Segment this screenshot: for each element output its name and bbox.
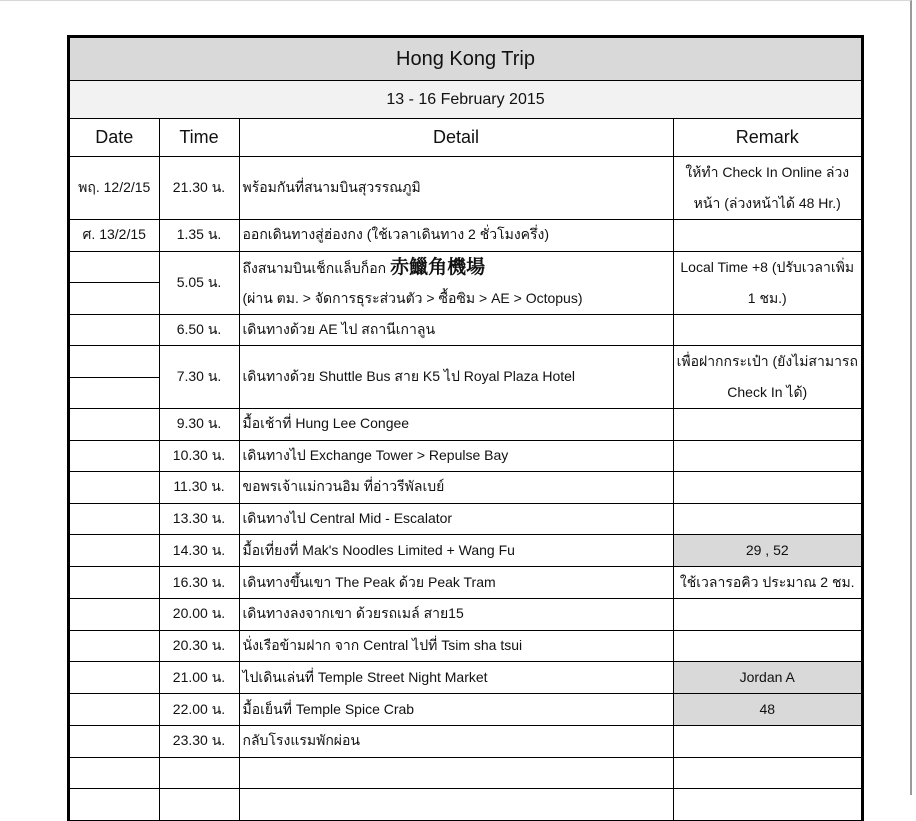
column-header-date: Date bbox=[70, 119, 159, 157]
empty-cell bbox=[673, 757, 861, 789]
empty-cell bbox=[239, 789, 673, 821]
row-detail: เดินทางด้วย Shuttle Bus สาย K5 ไป Royal Plaza Hotel bbox=[239, 346, 673, 409]
row-detail: มื้อเย็นที่ Temple Spice Crab bbox=[239, 694, 673, 726]
row-date bbox=[70, 472, 159, 504]
row-time: 20.30 น. bbox=[159, 630, 239, 662]
sheet-title: Hong Kong Trip bbox=[70, 38, 861, 81]
table-row bbox=[70, 535, 861, 567]
row-date: พฤ. 12/2/15 bbox=[70, 157, 159, 220]
column-header-remark: Remark bbox=[673, 119, 861, 157]
row-detail: มื้อเที่ยงที่ Mak's Noodles Limited + Wang Fu bbox=[239, 535, 673, 567]
row-remark bbox=[673, 440, 861, 472]
row-detail: ออกเดินทางสู่ฮ่องกง (ใช้เวลาเดินทาง 2 ชั่วโมงครึ่ง) bbox=[239, 220, 673, 252]
row-remark: 48 bbox=[673, 694, 861, 726]
row-remark bbox=[673, 409, 861, 441]
row-detail: เดินทางไป Central Mid - Escalator bbox=[239, 503, 673, 535]
row-detail: ไปเดินเล่นที่ Temple Street Night Market bbox=[239, 662, 673, 694]
row-remark: เพื่อฝากกระเป๋า (ยังไม่สามารถ Check In ได้) bbox=[673, 346, 861, 409]
row-time: 21.00 น. bbox=[159, 662, 239, 694]
row-remark: Jordan A bbox=[673, 662, 861, 694]
row-detail: นั่งเรือข้ามฝาก จาก Central ไปที่ Tsim sha tsui bbox=[239, 630, 673, 662]
table-row bbox=[70, 220, 861, 252]
empty-cell bbox=[239, 757, 673, 789]
row-time: 6.50 น. bbox=[159, 314, 239, 346]
row-time: 23.30 น. bbox=[159, 726, 239, 758]
row-time: 9.30 น. bbox=[159, 409, 239, 441]
row-detail bbox=[239, 251, 673, 314]
row-remark bbox=[673, 599, 861, 631]
row-detail: เดินทางไป Exchange Tower > Repulse Bay bbox=[239, 440, 673, 472]
table-row bbox=[70, 472, 861, 504]
row-time: 21.30 น. bbox=[159, 157, 239, 220]
table-row bbox=[70, 440, 861, 472]
row-date bbox=[70, 314, 159, 346]
row-date bbox=[70, 630, 159, 662]
itinerary-sheet bbox=[67, 35, 864, 821]
row-detail: เดินทางขึ้นเขา The Peak ด้วย Peak Tram bbox=[239, 567, 673, 599]
row-date bbox=[70, 503, 159, 535]
row-remark: ใช้เวลารอคิว ประมาณ 2 ชม. bbox=[673, 567, 861, 599]
row-remark bbox=[673, 220, 861, 252]
row-date bbox=[70, 535, 159, 567]
row-remark: Local Time +8 (ปรับเวลาเพิ่ม 1 ชม.) bbox=[673, 251, 861, 314]
table-row bbox=[70, 346, 861, 409]
row-detail: พร้อมกันที่สนามบินสุวรรณภูมิ bbox=[239, 157, 673, 220]
table-row bbox=[70, 314, 861, 346]
row-date bbox=[70, 726, 159, 758]
row-date-blank bbox=[70, 378, 159, 408]
row-detail: มื้อเช้าที่ Hung Lee Congee bbox=[239, 409, 673, 441]
row-time: 22.00 น. bbox=[159, 694, 239, 726]
empty-cell bbox=[70, 757, 159, 789]
row-time: 14.30 น. bbox=[159, 535, 239, 567]
table-row bbox=[70, 694, 861, 726]
table-row bbox=[70, 409, 861, 441]
empty-cell bbox=[159, 789, 239, 821]
row-detail-text: ถึงสนามบินเช็กแล็บก็อก bbox=[242, 260, 387, 276]
row-remark bbox=[673, 630, 861, 662]
airport-chinese-name: 赤鱲角機場 bbox=[390, 256, 486, 278]
row-date bbox=[70, 440, 159, 472]
row-detail-sub: (ผ่าน ตม. > จัดการธุระส่วนตัว > ซื้อซิม > AE > Octopus) bbox=[242, 290, 583, 306]
empty-cell bbox=[159, 757, 239, 789]
row-time: 1.35 น. bbox=[159, 220, 239, 252]
row-time: 20.00 น. bbox=[159, 599, 239, 631]
row-date-blank bbox=[70, 283, 159, 313]
empty-cell bbox=[70, 789, 159, 821]
table-row bbox=[70, 503, 861, 535]
table-row bbox=[70, 567, 861, 599]
row-time: 13.30 น. bbox=[159, 503, 239, 535]
row-date bbox=[70, 567, 159, 599]
empty-cell bbox=[673, 789, 861, 821]
row-date bbox=[70, 694, 159, 726]
table-row bbox=[70, 599, 861, 631]
row-time: 5.05 น. bbox=[159, 251, 239, 314]
table-row bbox=[70, 630, 861, 662]
row-time: 10.30 น. bbox=[159, 440, 239, 472]
header-row bbox=[70, 119, 861, 157]
table-row bbox=[70, 662, 861, 694]
table-row bbox=[70, 726, 861, 758]
row-date-split bbox=[70, 251, 159, 314]
row-time: 11.30 น. bbox=[159, 472, 239, 504]
row-detail: เดินทางด้วย AE ไป สถานีเกาลูน bbox=[239, 314, 673, 346]
table-row-empty bbox=[70, 789, 861, 821]
column-header-detail: Detail bbox=[239, 119, 673, 157]
table-row bbox=[70, 251, 861, 314]
trip-dates: 13 - 16 February 2015 bbox=[70, 81, 861, 119]
row-remark bbox=[673, 314, 861, 346]
row-remark bbox=[673, 472, 861, 504]
table-row-empty bbox=[70, 757, 861, 789]
itinerary-table bbox=[70, 119, 861, 821]
row-remark bbox=[673, 726, 861, 758]
row-date bbox=[70, 662, 159, 694]
row-date-split bbox=[70, 346, 159, 409]
row-detail: ขอพรเจ้าแม่กวนอิม ที่อ่าวรีพัลเบย์ bbox=[239, 472, 673, 504]
row-time: 7.30 น. bbox=[159, 346, 239, 409]
table-row bbox=[70, 157, 861, 220]
row-date bbox=[70, 599, 159, 631]
row-date bbox=[70, 252, 159, 283]
row-date bbox=[70, 409, 159, 441]
row-time: 16.30 น. bbox=[159, 567, 239, 599]
row-date: ศ. 13/2/15 bbox=[70, 220, 159, 252]
column-header-time: Time bbox=[159, 119, 239, 157]
row-detail: เดินทางลงจากเขา ด้วยรถเมล์ สาย15 bbox=[239, 599, 673, 631]
row-remark bbox=[673, 503, 861, 535]
row-remark: ให้ทำ Check In Online ล่วงหน้า (ล่วงหน้าได้ 48 Hr.) bbox=[673, 157, 861, 220]
row-remark: 29 , 52 bbox=[673, 535, 861, 567]
row-date bbox=[70, 347, 159, 378]
row-detail: กลับโรงแรมพักผ่อน bbox=[239, 726, 673, 758]
